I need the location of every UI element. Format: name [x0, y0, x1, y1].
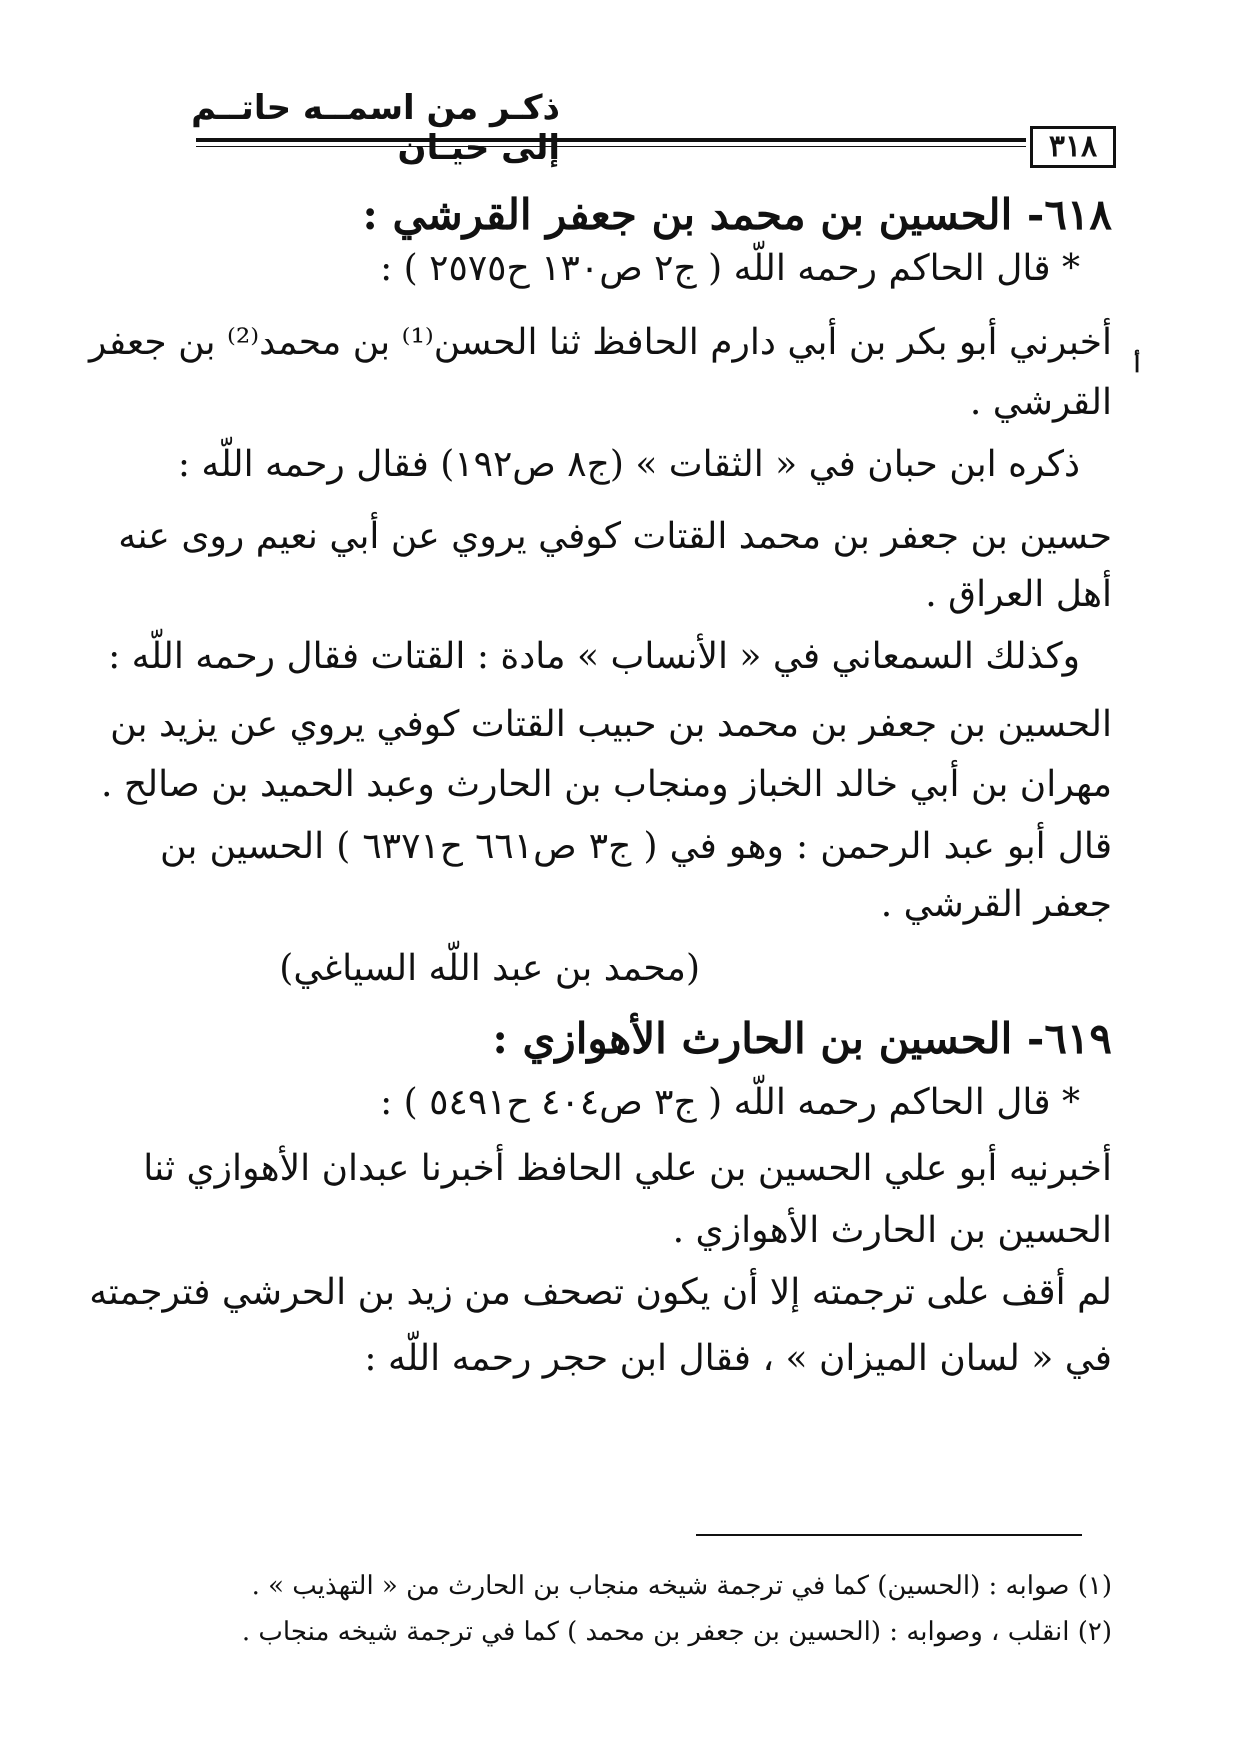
- footnote-2: (٢) انقلب ، وصوابه : (الحسين بن جعفر بن محمد ) كما في ترجمة شيخه منجاب .: [241, 1617, 1112, 1647]
- footnote-1: (١) صوابه : (الحسين) كما في ترجمة شيخه منجاب بن الحارث من « التهذيب » .: [251, 1571, 1112, 1601]
- header-rule-thin: [196, 146, 1026, 147]
- text-line: في « لسان الميزان » ، فقال ابن حجر رحمه اللّه :: [364, 1338, 1112, 1379]
- signature: (محمد بن عبد اللّه السياغي): [279, 948, 700, 989]
- text-line: أخبرني أبو بكر بن أبي دارم الحافظ ثنا الحسن⁽¹⁾ بن محمد⁽²⁾ بن جعفر: [88, 322, 1112, 363]
- text-line: قال أبو عبد الرحمن : وهو في ( ج٣ ص٦٦١ ح٦٣٧١ ) الحسين بن: [160, 826, 1113, 867]
- text-line: حسين بن جعفر بن محمد القتات كوفي يروي عن أبي نعيم روى عنه: [118, 516, 1112, 557]
- text-line: وكذلك السمعاني في « الأنساب » مادة : القتات فقال رحمه اللّه :: [108, 636, 1080, 677]
- text-line: أخبرنيه أبو علي الحسين بن علي الحافظ أخبرنا عبدان الأهوازي ثنا: [143, 1148, 1112, 1189]
- page-number: ٣١٨: [1030, 126, 1116, 168]
- text-line: مهران بن أبي خالد الخباز ومنجاب بن الحارث وعبد الحميد بن صالح .: [101, 764, 1112, 805]
- margin-mark: أ: [1134, 352, 1141, 378]
- entry-heading-619: ٦١٩- الحسين بن الحارث الأهوازي :: [492, 1014, 1112, 1063]
- text-line: جعفر القرشي .: [880, 884, 1112, 925]
- citation-line: * قال الحاكم رحمه اللّه ( ج٣ ص٤٠٤ ح٥٤٩١ ) :: [380, 1082, 1080, 1123]
- footnote-rule: [696, 1534, 1082, 1536]
- citation-line: * قال الحاكم رحمه اللّه ( ج٢ ص١٣٠ ح٢٥٧٥ ) :: [380, 248, 1080, 289]
- text-line: لم أقف على ترجمته إلا أن يكون تصحف من زيد بن الحرشي فترجمته: [89, 1272, 1112, 1313]
- text-line: القرشي .: [969, 382, 1112, 423]
- text-line: الحسين بن جعفر بن محمد بن حبيب القتات كوفي يروي عن يزيد بن: [110, 704, 1112, 745]
- header-rule: [196, 138, 1026, 142]
- running-header: ذكـر من اسمــه حاتــم إلى حيـان: [191, 88, 560, 168]
- text-line: الحسين بن الحارث الأهوازي .: [672, 1210, 1112, 1251]
- text-line: ذكره ابن حبان في « الثقات » (ج٨ ص١٩٢) فقال رحمه اللّه :: [177, 444, 1080, 485]
- text-line: أهل العراق .: [925, 574, 1112, 615]
- entry-heading-618: ٦١٨- الحسين بن محمد بن جعفر القرشي :: [362, 190, 1112, 239]
